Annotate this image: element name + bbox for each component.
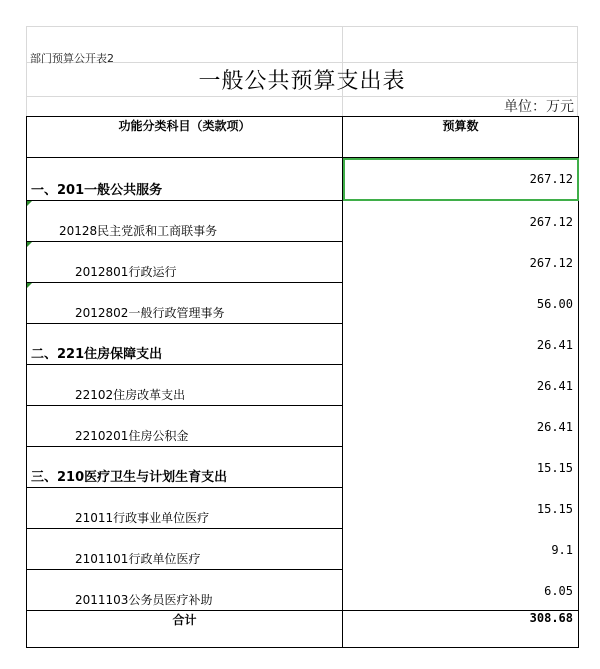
amount-value: 26.41 (536, 337, 573, 352)
category-label: 二、221住房保障支出 (31, 347, 163, 362)
name-cell[interactable] (27, 365, 343, 406)
item-label: 2210201住房公积金 (75, 429, 189, 443)
amount-cell[interactable] (343, 201, 579, 242)
amount-cell[interactable] (343, 324, 579, 365)
amount-cell[interactable] (343, 529, 579, 570)
cell-comment-marker (27, 283, 32, 288)
amount-cell[interactable] (343, 242, 579, 283)
amount-value: 267.12 (529, 214, 573, 229)
table-row (27, 201, 579, 242)
amount-cell-selected[interactable] (343, 158, 579, 201)
amount-value: 26.41 (536, 378, 573, 393)
grid-line (26, 96, 578, 97)
amount-value: 6.05 (544, 583, 573, 598)
sheet-label: 部门预算公开表2 (30, 52, 114, 65)
cell-comment-marker (27, 242, 32, 247)
grid-line (26, 26, 578, 27)
column-header-amount[interactable]: 预算数 (343, 117, 579, 158)
item-label: 20128民主党派和工商联事务 (59, 224, 218, 238)
item-label: 2101101行政单位医疗 (75, 552, 201, 566)
item-label: 21011行政事业单位医疗 (75, 511, 210, 525)
name-cell[interactable] (27, 242, 343, 283)
name-cell[interactable] (27, 529, 343, 570)
page-title: 一般公共预算支出表 (198, 69, 406, 94)
name-cell[interactable] (27, 324, 343, 365)
table-row (27, 570, 579, 611)
item-label: 2012802一般行政管理事务 (75, 306, 225, 320)
table-row (27, 242, 579, 283)
budget-table (26, 116, 579, 648)
table-row (27, 529, 579, 570)
category-label: 三、210医疗卫生与计划生育支出 (31, 470, 228, 485)
cell-comment-marker (27, 201, 32, 206)
item-label: 22102住房改革支出 (75, 388, 186, 402)
amount-cell[interactable] (343, 406, 579, 447)
amount-value: 56.00 (536, 296, 573, 311)
amount-value: 267.12 (529, 255, 573, 270)
amount-cell[interactable] (343, 283, 579, 324)
amount-cell[interactable] (343, 447, 579, 488)
total-row (27, 611, 579, 648)
amount-value: 15.15 (536, 460, 573, 475)
name-cell[interactable] (27, 406, 343, 447)
amount-cell[interactable] (343, 365, 579, 406)
amount-cell[interactable] (343, 570, 579, 611)
table-row (27, 365, 579, 406)
name-cell[interactable] (27, 158, 343, 201)
amount-value: 267.12 (529, 172, 573, 186)
table-row (27, 158, 579, 201)
amount-value: 26.41 (536, 419, 573, 434)
total-label[interactable]: 合计 (27, 611, 343, 648)
amount-cell[interactable] (343, 488, 579, 529)
item-label: 2011103公务员医疗补助 (75, 593, 213, 607)
name-cell[interactable] (27, 570, 343, 611)
table-row (27, 324, 579, 365)
table-row (27, 406, 579, 447)
amount-value: 9.1 (551, 542, 573, 557)
table-row (27, 488, 579, 529)
table-row (27, 283, 579, 324)
amount-value: 15.15 (536, 501, 573, 516)
unit-label: 单位：万元 (504, 99, 574, 115)
item-label: 2012801行政运行 (75, 265, 177, 279)
name-cell[interactable] (27, 488, 343, 529)
table-row (27, 447, 579, 488)
name-cell[interactable] (27, 283, 343, 324)
total-amount[interactable]: 308.68 (343, 611, 579, 648)
name-cell[interactable] (27, 201, 343, 242)
category-label: 一、201一般公共服务 (31, 183, 163, 198)
table-header-row (27, 117, 579, 158)
column-header-name[interactable]: 功能分类科目（类款项） (27, 117, 343, 158)
name-cell[interactable] (27, 447, 343, 488)
